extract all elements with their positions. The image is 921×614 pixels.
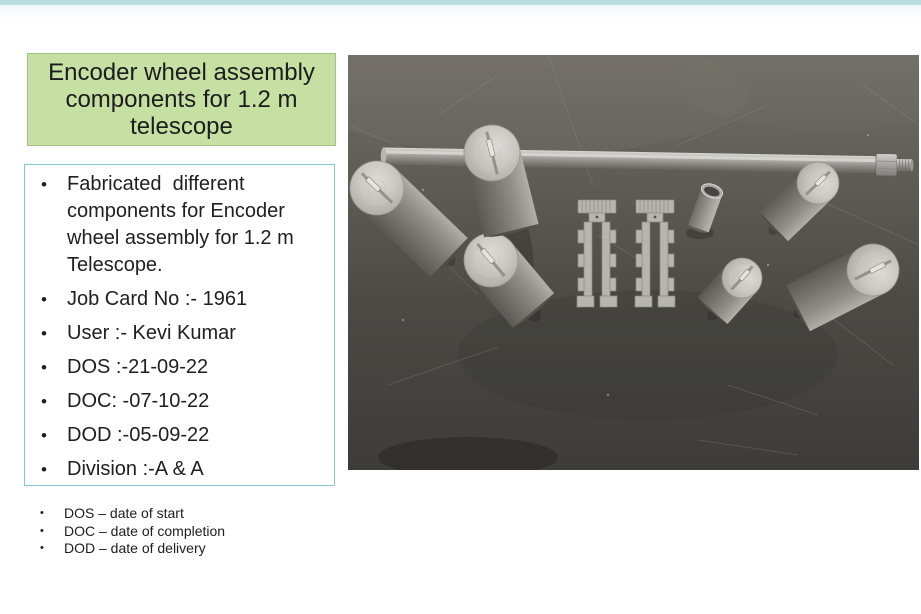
footnote-item: [24, 523, 324, 541]
hex-nut: [876, 154, 897, 176]
footnote-doc: DOC – date of completion: [64, 522, 226, 539]
footnote-item: [24, 540, 324, 558]
components-photo: [348, 55, 919, 470]
list-item: [25, 286, 334, 313]
top-accent-fade: [0, 5, 921, 19]
footnote-dod: DOD – date of delivery: [64, 540, 206, 556]
footnote-item: [24, 505, 324, 523]
footnote-dos: DOS – date of start: [64, 505, 184, 521]
list-item: [25, 171, 334, 279]
components-photo-graphic: [348, 55, 919, 470]
bullet-user: User :- Kevi Kumar: [67, 322, 236, 344]
list-item: [25, 422, 334, 449]
title-box: [27, 53, 336, 146]
info-box: [24, 164, 335, 486]
bullet-dod: DOD :-05-09-22: [67, 424, 210, 446]
footnotes: [24, 505, 324, 558]
bullet-dos: DOS :-21-09-22: [67, 356, 209, 378]
footnote-list: [24, 505, 324, 558]
details-list: [25, 165, 334, 483]
list-item: [25, 354, 334, 381]
bullet-division: Division :-A & A: [67, 458, 204, 480]
bullet-fabricated: Fabricated different components for Encoder wheel assembly for 1.2 m Telescope.: [67, 173, 299, 276]
list-item: [25, 388, 334, 415]
slide-title: Encoder wheel assembly components for 1.2 m telescope: [48, 59, 315, 140]
bullet-doc: DOC: -07-10-22: [67, 390, 210, 412]
list-item: [25, 320, 334, 347]
list-item: [25, 456, 334, 483]
bullet-job-card: Job Card No :- 1961: [67, 288, 248, 310]
